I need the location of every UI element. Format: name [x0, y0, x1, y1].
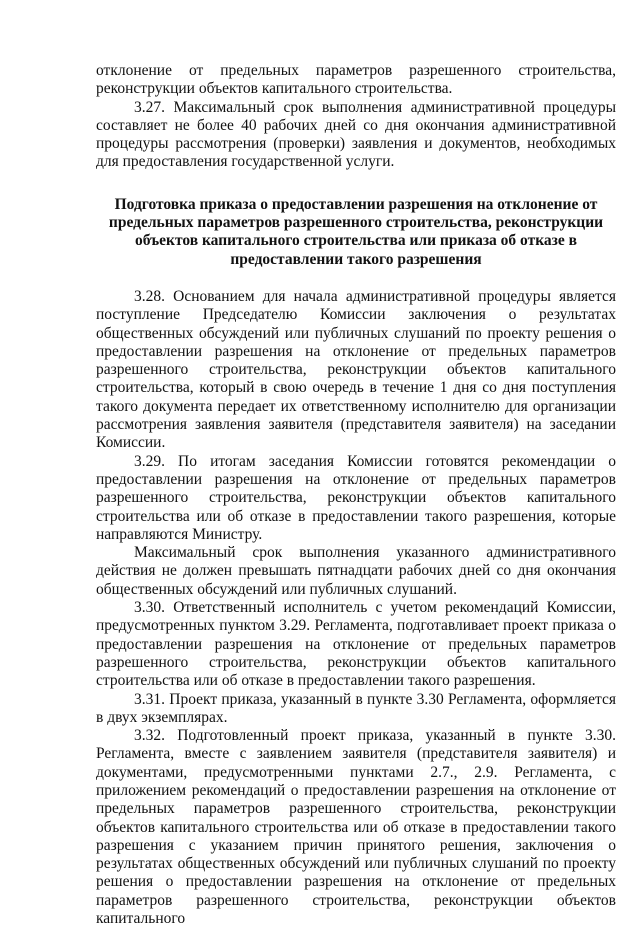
- paragraph-3-28: 3.28. Основанием для начала административной процедуры является поступление Председателю Комиссии заключения о результатах общественных обсуждений или публичных слушаний по проекту решения о предоставлении разрешения на отклонение от предельных параметров разрешенного строительства, реконструкции объектов капитального строительства, который в свою очередь в течение 1 дня со дня поступления такого документа передает их ответственному исполнителю для организации рассмотрения заявления заявителя (представителя заявителя) на заседании Комиссии.: [96, 287, 616, 452]
- spacer: [96, 269, 616, 288]
- paragraph-3-30: 3.30. Ответственный исполнитель с учетом рекомендаций Комиссии, предусмотренных пунктом 3.29. Регламента, подготавливает проект приказа о предоставлении разрешения на отклонение от предельных параметров разрешенного строительства, реконструкции объектов капитального строительства или об отказе в предоставлении такого разрешения.: [96, 599, 616, 690]
- section-heading: Подготовка приказа о предоставлении разрешения на отклонение от предельных параметров разрешенного строительства, реконструкции объектов капитального строительства или приказа об отказе в предоставлении такого разрешения: [108, 195, 604, 268]
- paragraph-3-29: 3.29. По итогам заседания Комиссии готовятся рекомендации о предоставлении разрешения на отклонение от предельных параметров разрешенного строительства, реконструкции объектов капитального строительства или об отказе в предоставлении такого разрешения, которые направляются Министру.: [96, 452, 616, 543]
- document-page: [96, 62, 616, 928]
- paragraph-3-32: 3.32. Подготовленный проект приказа, указанный в пункте 3.30. Регламента, вместе с заявлением заявителя (представителя заявителя) и документами, предусмотренными пунктами 2.7., 2.9. Регламента, с приложением рекомендаций о предоставлении разрешения на отклонение от предельных параметров разрешенного строительства, реконструкции объектов капитального строительства или об отказе в предоставлении такого разрешения с указанием причин принятого решения, заключения о результатах общественных обсуждений или публичных слушаний по проекту решения о предоставлении разрешения на отклонение от предельных параметров разрешенного строительства, реконструкции объектов капитального: [96, 727, 616, 928]
- paragraph-continuation: отклонение от предельных параметров разрешенного строительства, реконструкции объектов капитального строительства.: [96, 62, 616, 98]
- paragraph-max-term: Максимальный срок выполнения указанного административного действия не должен превышать пятнадцати рабочих дней со дня окончания общественных обсуждений или публичных слушаний.: [96, 544, 616, 598]
- paragraph-3-31: 3.31. Проект приказа, указанный в пункте 3.30 Регламента, оформляется в двух экземплярах.: [96, 690, 616, 726]
- paragraph-3-27: 3.27. Максимальный срок выполнения административной процедуры составляет не более 40 рабочих дней со дня окончания административной процедуры рассмотрения (проверки) заявления и документов, необходимых для предоставления государственной услуги.: [96, 98, 616, 171]
